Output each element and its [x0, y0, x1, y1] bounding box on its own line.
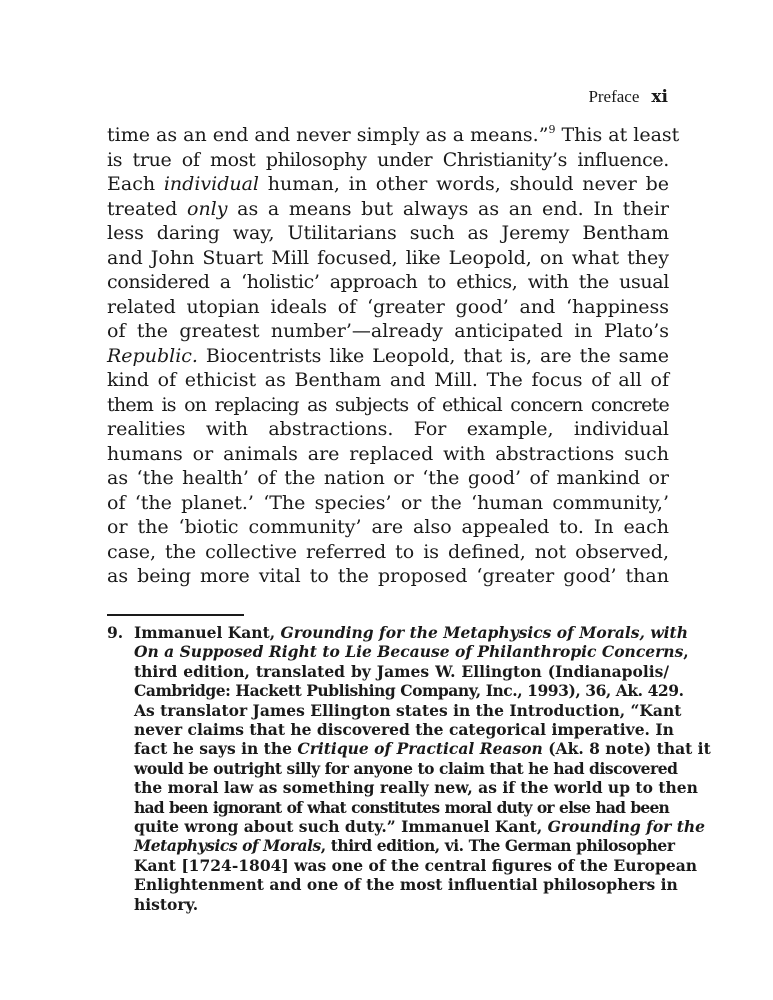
body-line: and John Stuart Mill focused, like Leopold, on what they	[107, 246, 669, 269]
body-line: or the ‘biotic community’ are also appealed to. In each	[107, 516, 669, 538]
footnote-line: fact he says in the Critique of Practical Reason (Ak. 8 note) that it	[134, 739, 711, 759]
running-head	[588, 87, 668, 107]
body-line: time as an end and never simply as a means.”$^9$ This at least	[107, 123, 680, 146]
footnote-text	[134, 623, 711, 914]
body-line: as ‘the health’ of the nation or ‘the good’ of mankind or	[107, 467, 669, 489]
footnote-line: As translator James Ellington states in the Introduction, “Kant	[134, 700, 682, 720]
body-line: is true of most philosophy under Christianity’s influence.	[107, 148, 669, 171]
body-line: as being more vital to the proposed ‘greater good’ than	[107, 565, 669, 587]
body-line: humans or animals are replaced with abstractions such	[107, 442, 669, 465]
footnote-line: quite wrong about such duty.” Immanuel Kant, Grounding for the	[134, 817, 706, 837]
body-line: realities with abstractions. For example, individual	[107, 418, 669, 440]
body-paragraph	[107, 123, 680, 589]
body-line: treated only as a means but always as an end. In their	[107, 197, 669, 220]
body-line: related utopian ideals of ‘greater good’ and ‘happiness	[107, 295, 669, 318]
footnote-line: Kant [1724-1804] was one of the central figures of the European	[134, 855, 698, 875]
footnote-reference: 9	[548, 123, 556, 136]
footnote-divider	[107, 614, 244, 616]
footnote-line: the moral law as something really new, as if the world up to then	[134, 778, 698, 798]
body-line: them is on replacing as subjects of ethical concern concrete	[107, 393, 669, 416]
body-line: Republic. Biocentrists like Leopold, that is, are the same	[107, 344, 669, 367]
body-line: case, the collective referred to is defined, not observed,	[107, 540, 669, 563]
section-title: Preface	[588, 87, 640, 106]
body-line: less daring way, Utilitarians such as Jeremy Bentham	[107, 222, 669, 244]
body-line: Each individual human, in other words, should never be	[107, 173, 669, 195]
footnote-line: Metaphysics of Morals, third edition, vi. The German philosopher	[134, 836, 675, 856]
footnote-line: never claims that he discovered the categorical imperative. In	[134, 720, 674, 740]
page-number: xi	[651, 87, 668, 107]
body-line: kind of ethicist as Bentham and Mill. The focus of all of	[107, 369, 669, 391]
footnote	[107, 623, 711, 914]
footnote-line: On a Supposed Right to Lie Because of Philanthropic Concerns,	[134, 642, 689, 662]
footnote-line: Enlightenment and one of the most influential philosophers in	[134, 875, 678, 895]
footnote-line: third edition, translated by James W. Ellington (Indianapolis/	[134, 661, 669, 681]
footnote-line: Immanuel Kant, Grounding for the Metaphysics of Morals, with	[134, 623, 688, 642]
body-line: of the greatest number’—already anticipated in Plato’s	[107, 320, 669, 342]
body-line: of ‘the planet.’ ‘The species’ or the ‘human community,’	[107, 491, 669, 514]
footnote-line: had been ignorant of what constitutes moral duty or else had been	[134, 797, 669, 817]
footnote-number: 9.	[107, 623, 124, 642]
footnote-line: would be outright silly for anyone to claim that he had discovered	[134, 758, 678, 778]
body-line: considered a ‘holistic’ approach to ethics, with the usual	[107, 271, 669, 293]
footnote-line: history.	[134, 894, 199, 914]
footnote-line: Cambridge: Hackett Publishing Company, Inc., 1993), 36, Ak. 429.	[134, 681, 684, 701]
